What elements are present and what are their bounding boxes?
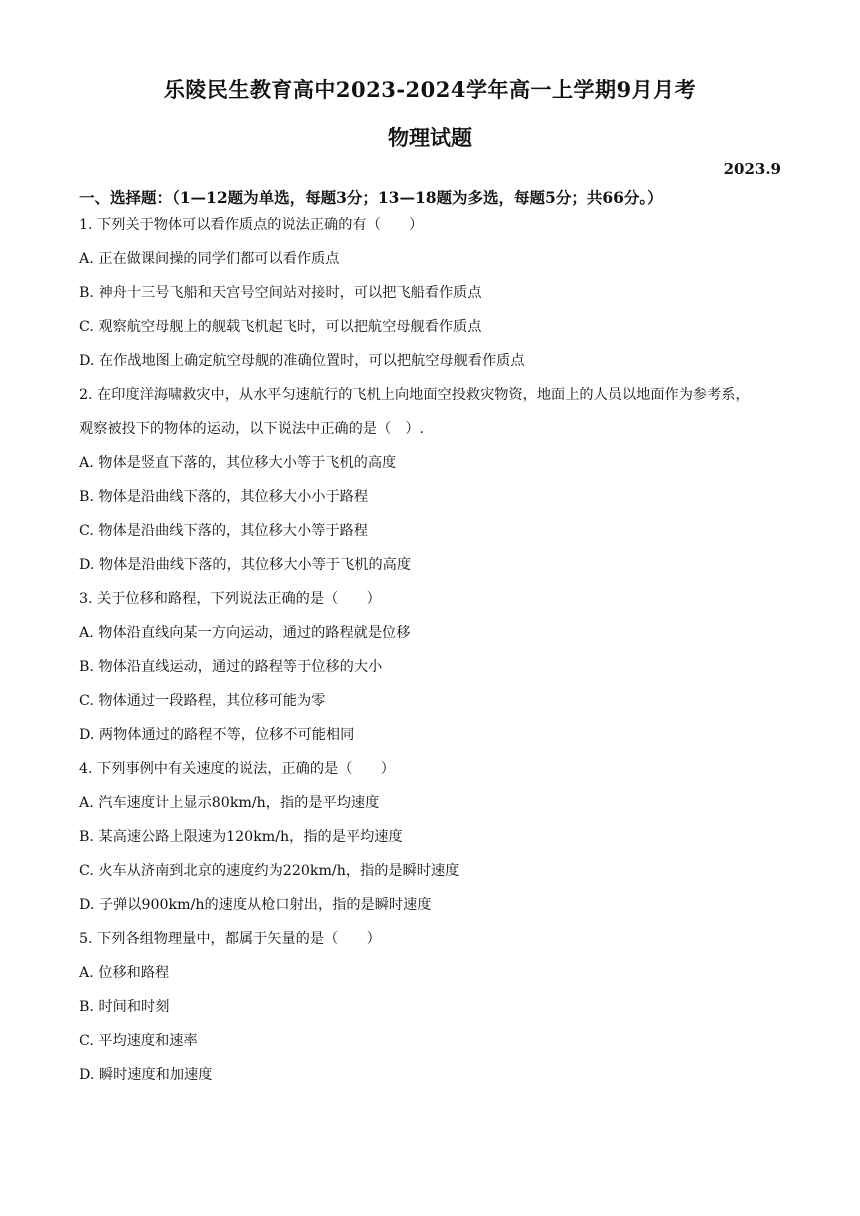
question-5-option-c: C. 平均速度和速率 [79,1033,198,1049]
question-4-option-d: D. 子弹以900km/h的速度从枪口射出，指的是瞬时速度 [79,897,432,913]
question-4-stem: 4. 下列事例中有关速度的说法，正确的是（ ） [79,761,395,777]
question-2-option-b: B. 物体是沿曲线下落的，其位移大小小于路程 [79,489,369,505]
question-3-option-c: C. 物体通过一段路程，其位移可能为零 [79,693,326,709]
question-2-option-c: C. 物体是沿曲线下落的，其位移大小等于路程 [79,523,368,539]
questions-list [79,215,784,1099]
question-3-stem: 3. 关于位移和路程，下列说法正确的是（ ） [79,591,381,607]
question-3-option-a: A. 物体沿直线向某一方向运动，通过的路程就是位移 [79,625,411,641]
question-3-option-d: D. 两物体通过的路程不等，位移不可能相同 [79,727,355,743]
exam-date: 2023.9 [723,160,781,178]
question-1-option-b: B. 神舟十三号飞船和天宫号空间站对接时，可以把飞船看作质点 [79,285,482,301]
question-1-option-d: D. 在作战地图上确定航空母舰的准确位置时，可以把航空母舰看作质点 [79,353,525,369]
question-2-stem-line-2: 观察被投下的物体的运动，以下说法中正确的是（ ）. [79,421,425,437]
question-5-option-b: B. 时间和时刻 [79,999,170,1015]
question-1-option-a: A. 正在做课间操的同学们都可以看作质点 [79,251,340,267]
question-1-option-c: C. 观察航空母舰上的舰载飞机起飞时，可以把航空母舰看作质点 [79,319,482,335]
exam-title: 乐陵民生教育高中2023-2024学年高一上学期9月月考 [163,77,697,102]
question-5-option-a: A. 位移和路程 [79,965,170,981]
question-4-option-a: A. 汽车速度计上显示80km/h，指的是平均速度 [79,795,380,811]
question-4-option-c: C. 火车从济南到北京的速度约为220km/h，指的是瞬时速度 [79,863,460,879]
question-2-stem-line-1: 2. 在印度洋海啸救灾中，从水平匀速航行的飞机上向地面空投救灾物资，地面上的人员以地面作为参考系， [79,387,750,403]
exam-subtitle: 物理试题 [388,125,472,150]
section-heading: 一、选择题：（1—12题为单选，每题3分；13—18题为多选，每题5分；共66分。） [79,188,663,207]
question-3-option-b: B. 物体沿直线运动，通过的路程等于位移的大小 [79,659,383,675]
question-2-option-a: A. 物体是竖直下落的，其位移大小等于飞机的高度 [79,455,397,471]
question-1-stem: 1. 下列关于物体可以看作质点的说法正确的有（ ） [79,217,424,233]
question-4-option-b: B. 某高速公路上限速为120km/h，指的是平均速度 [79,829,403,845]
question-5-option-d: D. 瞬时速度和加速度 [79,1067,213,1083]
question-5-stem: 5. 下列各组物理量中，都属于矢量的是（ ） [79,931,381,947]
question-2-option-d: D. 物体是沿曲线下落的，其位移大小等于飞机的高度 [79,557,412,573]
